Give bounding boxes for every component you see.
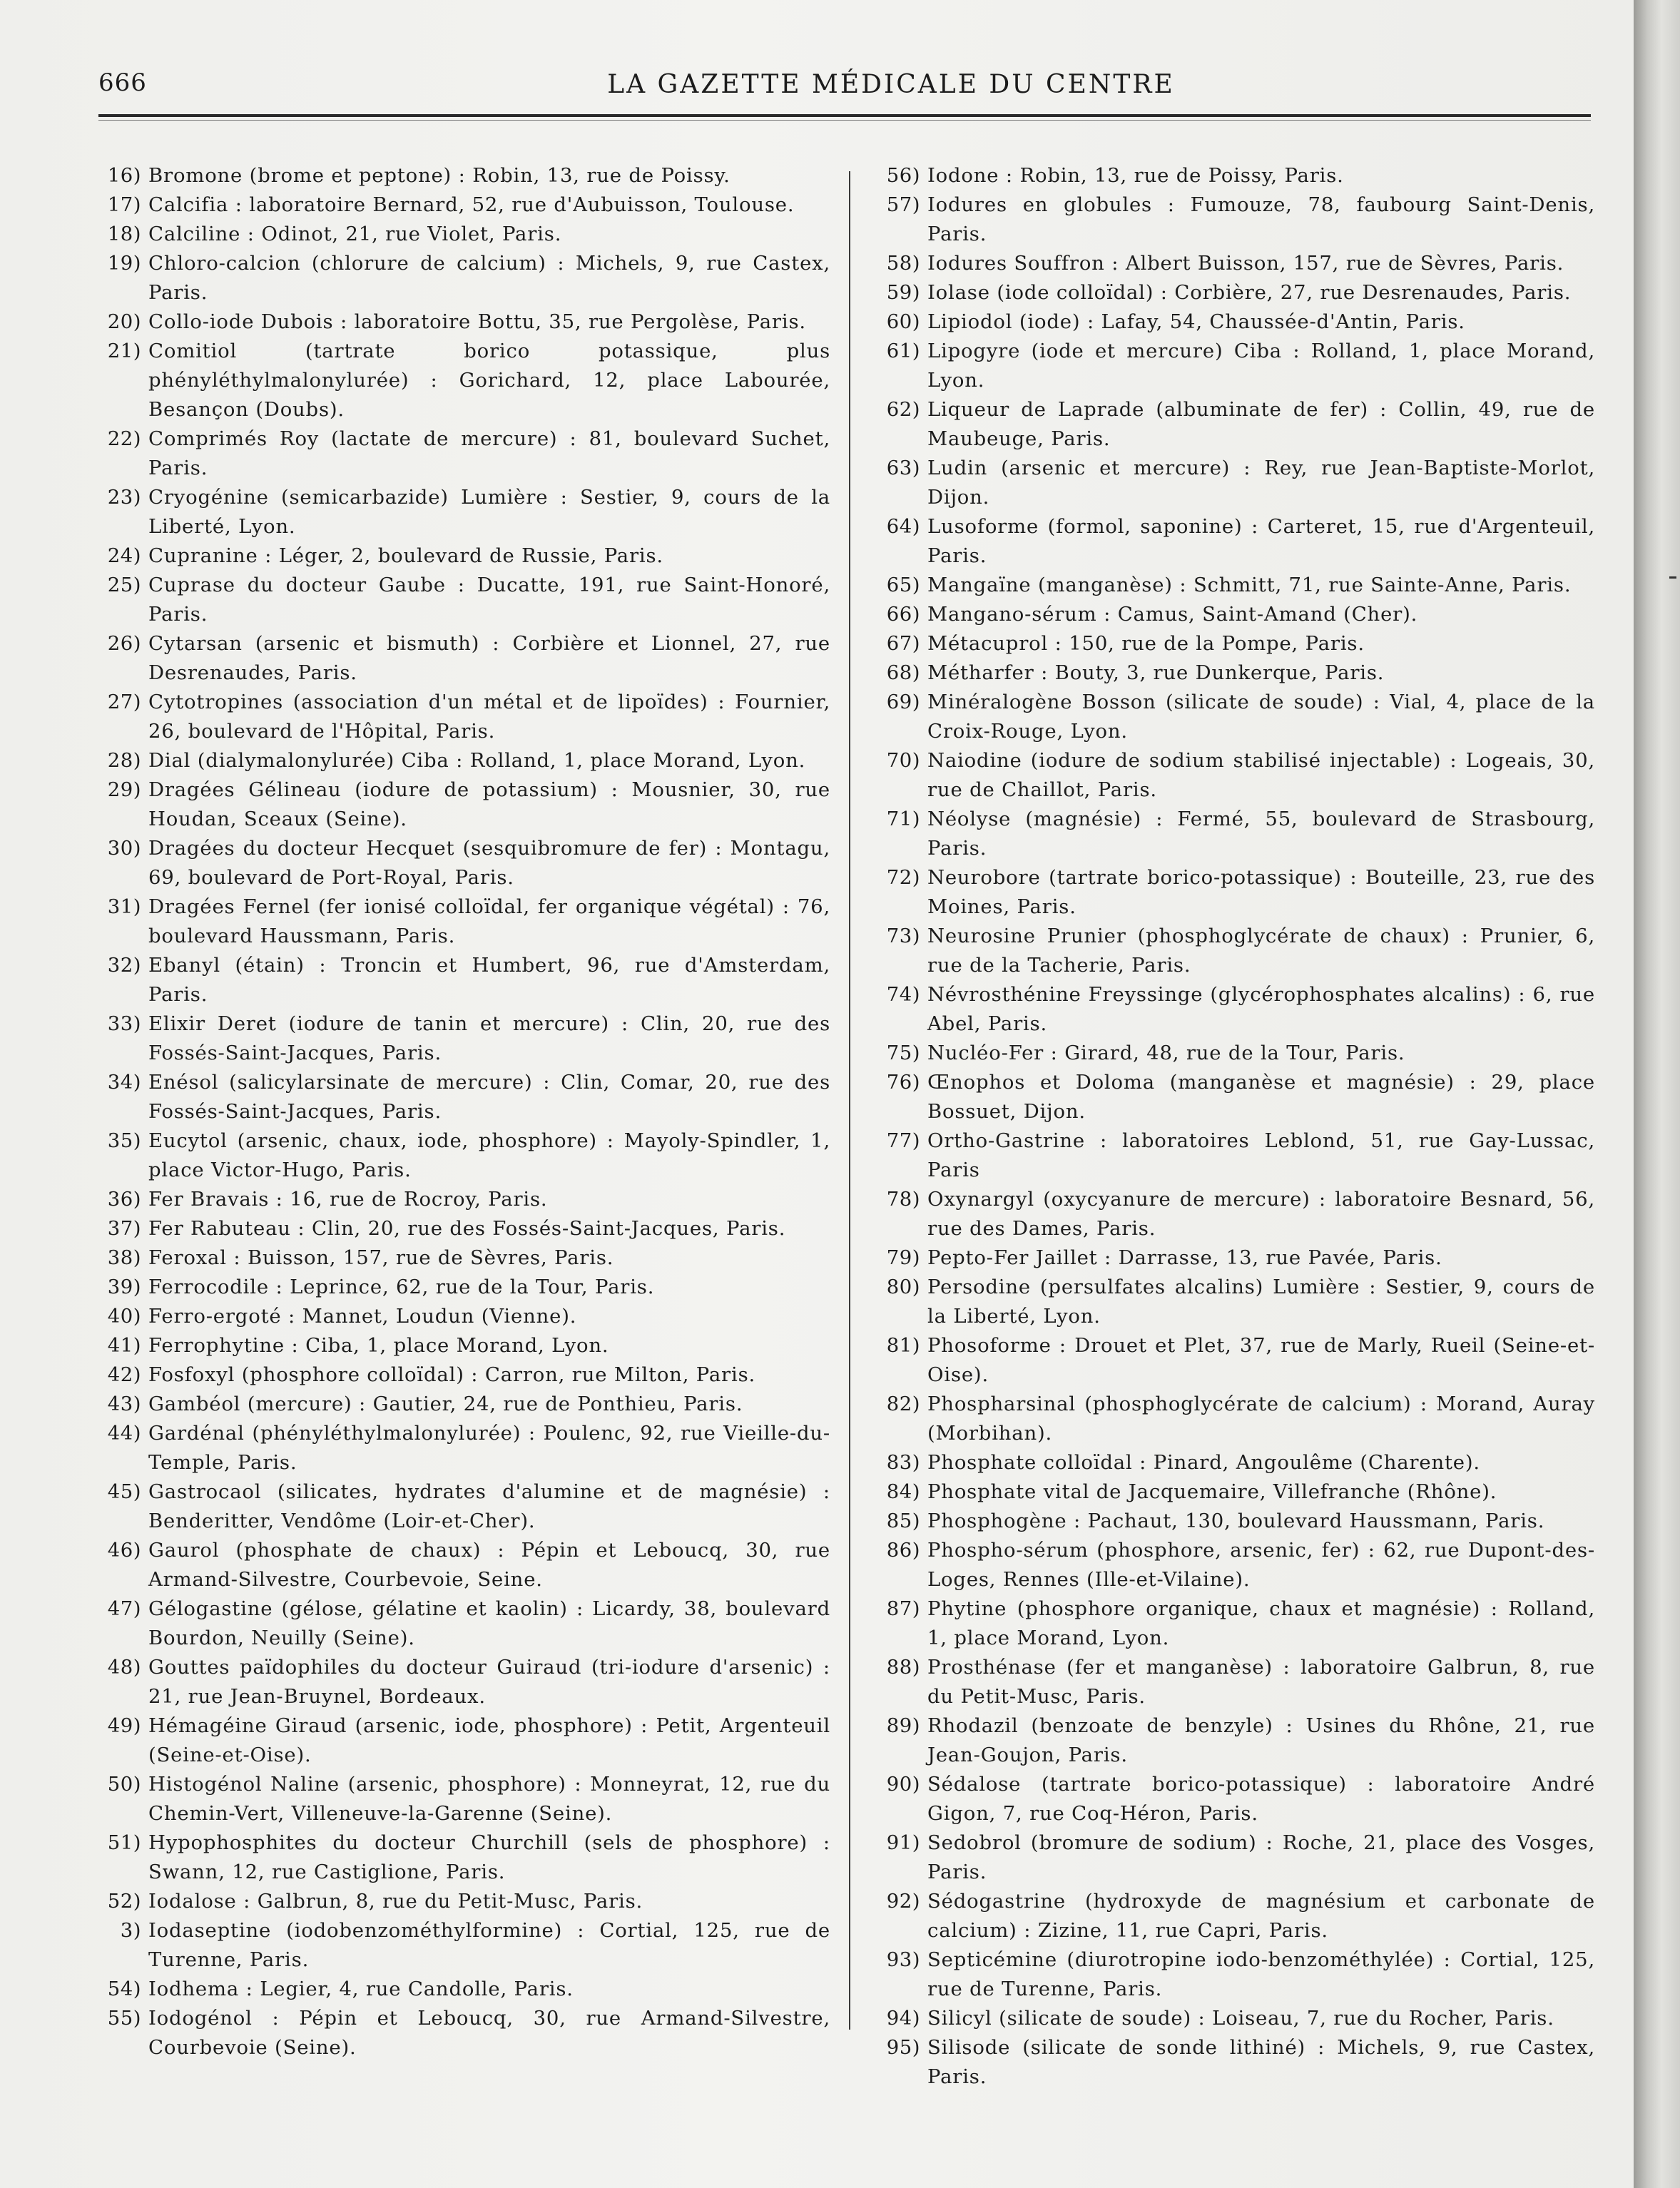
entry-text: Persodine (persulfates alcalins) Lumière : Sestier, 9, cours de la Liberté, Lyon. (927, 1276, 1595, 1328)
entry-text: Enésol (salicylarsinate de mercure) : Clin, Comar, 20, rue des Fossés-Saint-Jacques, Paris. (148, 1071, 830, 1123)
entry-number: 25) (107, 574, 141, 596)
entry-text: Oxynargyl (oxycyanure de mercure) : laboratoire Besnard, 56, rue des Dames, Paris. (927, 1188, 1595, 1240)
entry-number: 64) (886, 515, 920, 538)
entry-number: 80) (886, 1276, 920, 1298)
entry-number: 26) (107, 632, 141, 655)
entry-number: 36) (107, 1188, 141, 1211)
list-item (84, 1068, 830, 1126)
list-item (863, 1887, 1595, 1945)
entry-text: Lipogyre (iode et mercure) Ciba : Rolland, 1, place Morand, Lyon. (927, 340, 1595, 392)
list-item (84, 1653, 830, 1711)
entry-text: Cytarsan (arsenic et bismuth) : Corbière et Lionnel, 27, rue Desrenaudes, Paris. (148, 632, 830, 684)
list-item (84, 629, 830, 688)
entry-text: Mangano-sérum : Camus, Saint-Amand (Cher). (927, 603, 1418, 626)
list-item (863, 2004, 1595, 2033)
list-item (84, 424, 830, 483)
left-column (84, 161, 830, 2062)
entry-number: 55) (107, 2007, 141, 2030)
entry-number: 70) (886, 749, 920, 772)
entry-number: 90) (886, 1773, 920, 1796)
entry-text: Ferro-ergoté : Mannet, Loudun (Vienne). (148, 1305, 577, 1328)
entry-text: Collo-iode Dubois : laboratoire Bottu, 35, rue Pergolèse, Paris. (148, 310, 806, 333)
entry-text: Sedobrol (bromure de sodium) : Roche, 21, place des Vosges, Paris. (927, 1831, 1595, 1883)
entry-number: 89) (886, 1714, 920, 1737)
list-item (84, 1887, 830, 1916)
entry-number: 46) (107, 1539, 141, 1562)
entry-number: 71) (886, 808, 920, 830)
entry-number: 57) (886, 193, 920, 216)
entry-text: Fer Rabuteau : Clin, 20, rue des Fossés-Saint-Jacques, Paris. (148, 1217, 786, 1240)
entry-text: Phosphogène : Pachaut, 130, boulevard Haussmann, Paris. (927, 1510, 1545, 1532)
list-item (84, 1916, 830, 1975)
entry-number: 29) (107, 778, 141, 801)
entry-text: Mangaïne (manganèse) : Schmitt, 71, rue Sainte-Anne, Paris. (927, 574, 1572, 596)
entry-text: Dragées du docteur Hecquet (sesquibromure de fer) : Montagu, 69, boulevard de Port-Royal, Paris. (148, 837, 830, 889)
list-item (863, 1536, 1595, 1594)
entry-number: 48) (107, 1656, 141, 1679)
entry-text: Gaurol (phosphate de chaux) : Pépin et Leboucq, 30, rue Armand-Silvestre, Courbevoie, Seine. (148, 1539, 830, 1591)
entry-number: 85) (886, 1510, 920, 1532)
list-item (84, 541, 830, 571)
entry-text: Cryogénine (semicarbazide) Lumière : Sestier, 9, cours de la Liberté, Lyon. (148, 486, 830, 538)
entry-text: Neurosine Prunier (phosphoglycérate de chaux) : Prunier, 6, rue de la Tacherie, Paris. (927, 925, 1595, 977)
list-item (863, 1507, 1595, 1536)
list-item (863, 190, 1595, 249)
entry-text: Feroxal : Buisson, 157, rue de Sèvres, Paris. (148, 1246, 614, 1269)
list-item (863, 1945, 1595, 2004)
entry-number: 45) (107, 1480, 141, 1503)
entry-text: Iodures Souffron : Albert Buisson, 157, rue de Sèvres, Paris. (927, 252, 1564, 275)
entry-number: 52) (107, 1890, 141, 1913)
list-item (863, 571, 1595, 600)
entry-text: Silicyl (silicate de soude) : Loiseau, 7, rue du Rocher, Paris. (927, 2007, 1554, 2030)
entry-number: 72) (886, 866, 920, 889)
entry-number: 31) (107, 895, 141, 918)
list-item (84, 1243, 830, 1273)
entry-number: 41) (107, 1334, 141, 1357)
entry-number: 16) (107, 164, 141, 187)
entry-text: Phospho-sérum (phosphore, arsenic, fer) : 62, rue Dupont-des-Loges, Rennes (Ille-et-Vilaine). (927, 1539, 1595, 1591)
list-item (84, 1302, 830, 1331)
entry-text: Minéralogène Bosson (silicate de soude) : Vial, 4, place de la Croix-Rouge, Lyon. (927, 691, 1595, 743)
entry-text: Lusoforme (formol, saponine) : Carteret, 15, rue d'Argenteuil, Paris. (927, 515, 1595, 567)
list-item (84, 775, 830, 834)
entry-text: Gastrocaol (silicates, hydrates d'alumine et de magnésie) : Benderitter, Vendôme (Loir-et-Cher). (148, 1480, 830, 1532)
list-item (863, 1273, 1595, 1331)
entry-number: 49) (107, 1714, 141, 1737)
list-item (84, 834, 830, 892)
entry-text: Silisode (silicate de sonde lithiné) : Michels, 9, rue Castex, Paris. (927, 2036, 1595, 2088)
entry-text: Phosphate colloïdal : Pinard, Angoulême (Charente). (927, 1451, 1480, 1474)
entry-number: 83) (886, 1451, 920, 1474)
entry-number: 62) (886, 398, 920, 421)
entry-number: 35) (107, 1129, 141, 1152)
list-item (863, 600, 1595, 629)
entry-number: 20) (107, 310, 141, 333)
list-item (863, 1594, 1595, 1653)
page-header (98, 66, 1591, 108)
entry-text: Pepto-Fer Jaillet : Darrasse, 13, rue Pavée, Paris. (927, 1246, 1442, 1269)
entry-text: Comprimés Roy (lactate de mercure) : 81, boulevard Suchet, Paris. (148, 427, 830, 479)
list-item (863, 1711, 1595, 1770)
entry-number: 51) (107, 1831, 141, 1854)
entry-number: 87) (886, 1597, 920, 1620)
list-item (84, 2004, 830, 2062)
list-item (863, 922, 1595, 980)
entry-number: 30) (107, 837, 141, 860)
list-item (863, 454, 1595, 512)
entry-number: 28) (107, 749, 141, 772)
list-item (863, 1331, 1595, 1390)
entry-number: 32) (107, 954, 141, 977)
list-item (863, 1770, 1595, 1828)
list-item (863, 863, 1595, 922)
entry-number: 58) (886, 252, 920, 275)
entry-text: Iodaseptine (iodobenzométhylformine) : Cortial, 125, rue de Turenne, Paris. (148, 1919, 830, 1971)
book-spine-shadow (1634, 0, 1680, 2188)
entry-text: Ortho-Gastrine : laboratoires Leblond, 51, rue Gay-Lussac, Paris (927, 1129, 1595, 1181)
list-item (84, 249, 830, 307)
list-item (863, 249, 1595, 278)
list-item (863, 1448, 1595, 1477)
list-item (863, 1653, 1595, 1711)
entry-number: 43) (107, 1393, 141, 1415)
list-item (84, 1711, 830, 1770)
list-item (863, 395, 1595, 454)
entry-text: Dragées Gélineau (iodure de potassium) : Mousnier, 30, rue Houdan, Sceaux (Seine). (148, 778, 830, 830)
entry-number: 24) (107, 544, 141, 567)
entry-text: Névrosthénine Freyssinge (glycérophosphates alcalins) : 6, rue Abel, Paris. (927, 983, 1595, 1035)
entry-text: Calcifia : laboratoire Bernard, 52, rue d'Aubuisson, Toulouse. (148, 193, 795, 216)
page-number: 666 (98, 68, 147, 97)
list-item (84, 1126, 830, 1185)
list-item (84, 571, 830, 629)
entry-text: Sédalose (tartrate borico-potassique) : laboratoire André Gigon, 7, rue Coq-Héron, Paris. (927, 1773, 1595, 1825)
entry-number: 37) (107, 1217, 141, 1240)
list-item (84, 190, 830, 220)
entry-text: Métacuprol : 150, rue de la Pompe, Paris. (927, 632, 1365, 655)
list-item (863, 512, 1595, 571)
list-item (863, 1185, 1595, 1243)
entry-number: 84) (886, 1480, 920, 1503)
entry-text: Nucléo-Fer : Girard, 48, rue de la Tour, Paris. (927, 1042, 1405, 1064)
list-item (84, 1185, 830, 1214)
column-divider (849, 171, 850, 2030)
list-item (84, 746, 830, 775)
list-item (863, 1126, 1595, 1185)
list-item (84, 483, 830, 541)
entry-text: Iodone : Robin, 13, rue de Poissy, Paris. (927, 164, 1344, 187)
list-item (84, 1390, 830, 1419)
list-item (84, 220, 830, 249)
entry-number: 81) (886, 1334, 920, 1357)
entry-text: Fer Bravais : 16, rue de Rocroy, Paris. (148, 1188, 548, 1211)
running-title: LA GAZETTE MÉDICALE DU CENTRE (607, 70, 1175, 99)
entry-number: 19) (107, 252, 141, 275)
entry-number: 93) (886, 1948, 920, 1971)
list-item (84, 161, 830, 190)
entry-text: Prosthénase (fer et manganèse) : laboratoire Galbrun, 8, rue du Petit-Musc, Paris. (927, 1656, 1595, 1708)
header-rule-thin (98, 120, 1591, 121)
entry-text: Eucytol (arsenic, chaux, iode, phosphore) : Mayoly-Spindler, 1, place Victor-Hugo, Paris. (148, 1129, 830, 1181)
entry-text: Phosphate vital de Jacquemaire, Villefranche (Rhône). (927, 1480, 1497, 1503)
entry-number: 75) (886, 1042, 920, 1064)
entry-text: Iodalose : Galbrun, 8, rue du Petit-Musc, Paris. (148, 1890, 643, 1913)
entry-number: 59) (886, 281, 920, 304)
entry-number: 33) (107, 1012, 141, 1035)
list-item (84, 1009, 830, 1068)
entry-text: Rhodazil (benzoate de benzyle) : Usines du Rhône, 21, rue Jean-Goujon, Paris. (927, 1714, 1595, 1766)
entry-number: 77) (886, 1129, 920, 1152)
entry-text: Gélogastine (gélose, gélatine et kaolin) : Licardy, 38, boulevard Bourdon, Neuilly (Seine). (148, 1597, 830, 1649)
entry-text: Hémagéine Giraud (arsenic, iode, phosphore) : Petit, Argenteuil (Seine-et-Oise). (148, 1714, 830, 1766)
list-item (84, 1828, 830, 1887)
entry-text: Calciline : Odinot, 21, rue Violet, Paris. (148, 223, 562, 245)
entry-text: Comitiol (tartrate borico potassique, plus phényléthylmalonylurée) : Gorichard, 12, place Labourée, Besançon (Doubs). (148, 340, 830, 421)
entry-number: 56) (886, 164, 920, 187)
entry-number: 34) (107, 1071, 141, 1094)
entry-number: 95) (886, 2036, 920, 2059)
entry-number: 88) (886, 1656, 920, 1679)
list-item (863, 688, 1595, 746)
entry-number: 82) (886, 1393, 920, 1415)
entry-number: 18) (107, 223, 141, 245)
entry-number: 17) (107, 193, 141, 216)
entry-text: Ludin (arsenic et mercure) : Rey, rue Jean-Baptiste-Morlot, Dijon. (927, 457, 1595, 509)
list-item (84, 688, 830, 746)
list-item (84, 1594, 830, 1653)
entry-number: 65) (886, 574, 920, 596)
entry-text: Chloro-calcion (chlorure de calcium) : Michels, 9, rue Castex, Paris. (148, 252, 830, 304)
entry-text: Iodhema : Legier, 4, rue Candolle, Paris. (148, 1978, 574, 2000)
header-rule (98, 114, 1591, 117)
list-item (863, 307, 1595, 337)
entry-number: 76) (886, 1071, 920, 1094)
list-item (84, 1477, 830, 1536)
entry-text: Iolase (iode colloïdal) : Corbière, 27, rue Desrenaudes, Paris. (927, 281, 1572, 304)
entry-number: 38) (107, 1246, 141, 1269)
list-item (863, 337, 1595, 395)
entry-number: 50) (107, 1773, 141, 1796)
entry-number: 3) (120, 1919, 141, 1942)
list-item (863, 1390, 1595, 1448)
entry-number: 69) (886, 691, 920, 713)
list-item (863, 1068, 1595, 1126)
list-item (84, 337, 830, 424)
entry-text: Dragées Fernel (fer ionisé colloïdal, fer organique végétal) : 76, boulevard Haussmann, Paris. (148, 895, 830, 947)
list-item (863, 629, 1595, 658)
entry-number: 74) (886, 983, 920, 1006)
entry-text: Iodures en globules : Fumouze, 78, faubourg Saint-Denis, Paris. (927, 193, 1595, 245)
entry-text: Cuprase du docteur Gaube : Ducatte, 191, rue Saint-Honoré, Paris. (148, 574, 830, 626)
entry-text: Hypophosphites du docteur Churchill (sels de phosphore) : Swann, 12, rue Castiglione, Paris. (148, 1831, 830, 1883)
list-item (863, 278, 1595, 307)
entry-number: 63) (886, 457, 920, 479)
entry-number: 39) (107, 1276, 141, 1298)
entry-text: Néolyse (magnésie) : Fermé, 55, boulevard de Strasbourg, Paris. (927, 808, 1595, 860)
list-item (84, 1975, 830, 2004)
entry-text: Gardénal (phényléthylmalonylurée) : Poulenc, 92, rue Vieille-du-Temple, Paris. (148, 1422, 830, 1474)
list-item (84, 1273, 830, 1302)
right-column (863, 161, 1595, 2092)
entry-number: 79) (886, 1246, 920, 1269)
entry-text: Septicémine (diurotropine iodo-benzométhylée) : Cortial, 125, rue de Turenne, Paris. (927, 1948, 1595, 2000)
entry-text: Phosoforme : Drouet et Plet, 37, rue de Marly, Rueil (Seine-et-Oise). (927, 1334, 1595, 1386)
entry-text: Cupranine : Léger, 2, boulevard de Russie, Paris. (148, 544, 663, 567)
list-item (863, 2033, 1595, 2092)
entry-text: Métharfer : Bouty, 3, rue Dunkerque, Paris. (927, 661, 1385, 684)
entry-number: 68) (886, 661, 920, 684)
entry-text: Cytotropines (association d'un métal et de lipoïdes) : Fournier, 26, boulevard de l'Hôpital, Paris. (148, 691, 830, 743)
entry-text: Dial (dialymalonylurée) Ciba : Rolland, 1, place Morand, Lyon. (148, 749, 806, 772)
list-item (863, 980, 1595, 1039)
entry-text: Ebanyl (étain) : Troncin et Humbert, 96, rue d'Amsterdam, Paris. (148, 954, 830, 1006)
list-item (863, 1039, 1595, 1068)
entry-text: Liqueur de Laprade (albuminate de fer) : Collin, 49, rue de Maubeuge, Paris. (927, 398, 1595, 450)
entry-text: Lipiodol (iode) : Lafay, 54, Chaussée-d'Antin, Paris. (927, 310, 1465, 333)
entry-number: 27) (107, 691, 141, 713)
list-item (84, 1419, 830, 1477)
entry-number: 23) (107, 486, 141, 509)
list-item (863, 746, 1595, 805)
entry-text: Ferrophytine : Ciba, 1, place Morand, Lyon. (148, 1334, 609, 1357)
entry-text: Naiodine (iodure de sodium stabilisé injectable) : Logeais, 30, rue de Chaillot, Paris. (927, 749, 1595, 801)
entry-number: 40) (107, 1305, 141, 1328)
entry-text: Fosfoxyl (phosphore colloïdal) : Carron, rue Milton, Paris. (148, 1363, 756, 1386)
entry-number: 21) (107, 340, 141, 362)
entry-text: Gouttes païdophiles du docteur Guiraud (tri-iodure d'arsenic) : 21, rue Jean-Bruynel, Bordeaux. (148, 1656, 830, 1708)
list-item (84, 951, 830, 1009)
list-item (863, 658, 1595, 688)
list-item (863, 1477, 1595, 1507)
entry-text: Phytine (phosphore organique, chaux et magnésie) : Rolland, 1, place Morand, Lyon. (927, 1597, 1595, 1649)
entry-number: 67) (886, 632, 920, 655)
entry-number: 60) (886, 310, 920, 333)
list-item (84, 1536, 830, 1594)
margin-mark (1669, 576, 1676, 579)
entry-number: 54) (107, 1978, 141, 2000)
entry-number: 92) (886, 1890, 920, 1913)
entry-number: 94) (886, 2007, 920, 2030)
entry-text: Ferrocodile : Leprince, 62, rue de la Tour, Paris. (148, 1276, 655, 1298)
entry-text: Œnophos et Doloma (manganèse et magnésie) : 29, place Bossuet, Dijon. (927, 1071, 1595, 1123)
entry-text: Iodogénol : Pépin et Leboucq, 30, rue Armand-Silvestre, Courbevoie (Seine). (148, 2007, 830, 2059)
entry-number: 78) (886, 1188, 920, 1211)
entry-number: 44) (107, 1422, 141, 1445)
entry-text: Gambéol (mercure) : Gautier, 24, rue de Ponthieu, Paris. (148, 1393, 743, 1415)
list-item (84, 307, 830, 337)
list-item (84, 1331, 830, 1360)
list-item (84, 1770, 830, 1828)
entry-number: 47) (107, 1597, 141, 1620)
list-item (863, 1828, 1595, 1887)
entry-text: Bromone (brome et peptone) : Robin, 13, rue de Poissy. (148, 164, 730, 187)
list-item (863, 1243, 1595, 1273)
entry-number: 42) (107, 1363, 141, 1386)
entry-text: Phospharsinal (phosphoglycérate de calcium) : Morand, Auray (Morbihan). (927, 1393, 1595, 1445)
entry-number: 73) (886, 925, 920, 947)
entry-number: 91) (886, 1831, 920, 1854)
entry-text: Histogénol Naline (arsenic, phosphore) : Monneyrat, 12, rue du Chemin-Vert, Villeneuve-la-Garenne (Seine). (148, 1773, 830, 1825)
entry-text: Sédogastrine (hydroxyde de magnésium et carbonate de calcium) : Zizine, 11, rue Capri, Paris. (927, 1890, 1595, 1942)
list-item (84, 892, 830, 951)
entry-number: 66) (886, 603, 920, 626)
list-item (84, 1360, 830, 1390)
entry-text: Elixir Deret (iodure de tanin et mercure) : Clin, 20, rue des Fossés-Saint-Jacques, Paris. (148, 1012, 830, 1064)
entry-number: 86) (886, 1539, 920, 1562)
list-item (863, 161, 1595, 190)
list-item (84, 1214, 830, 1243)
entry-number: 61) (886, 340, 920, 362)
entry-text: Neurobore (tartrate borico-potassique) : Bouteille, 23, rue des Moines, Paris. (927, 866, 1595, 918)
list-item (863, 805, 1595, 863)
entry-number: 22) (107, 427, 141, 450)
